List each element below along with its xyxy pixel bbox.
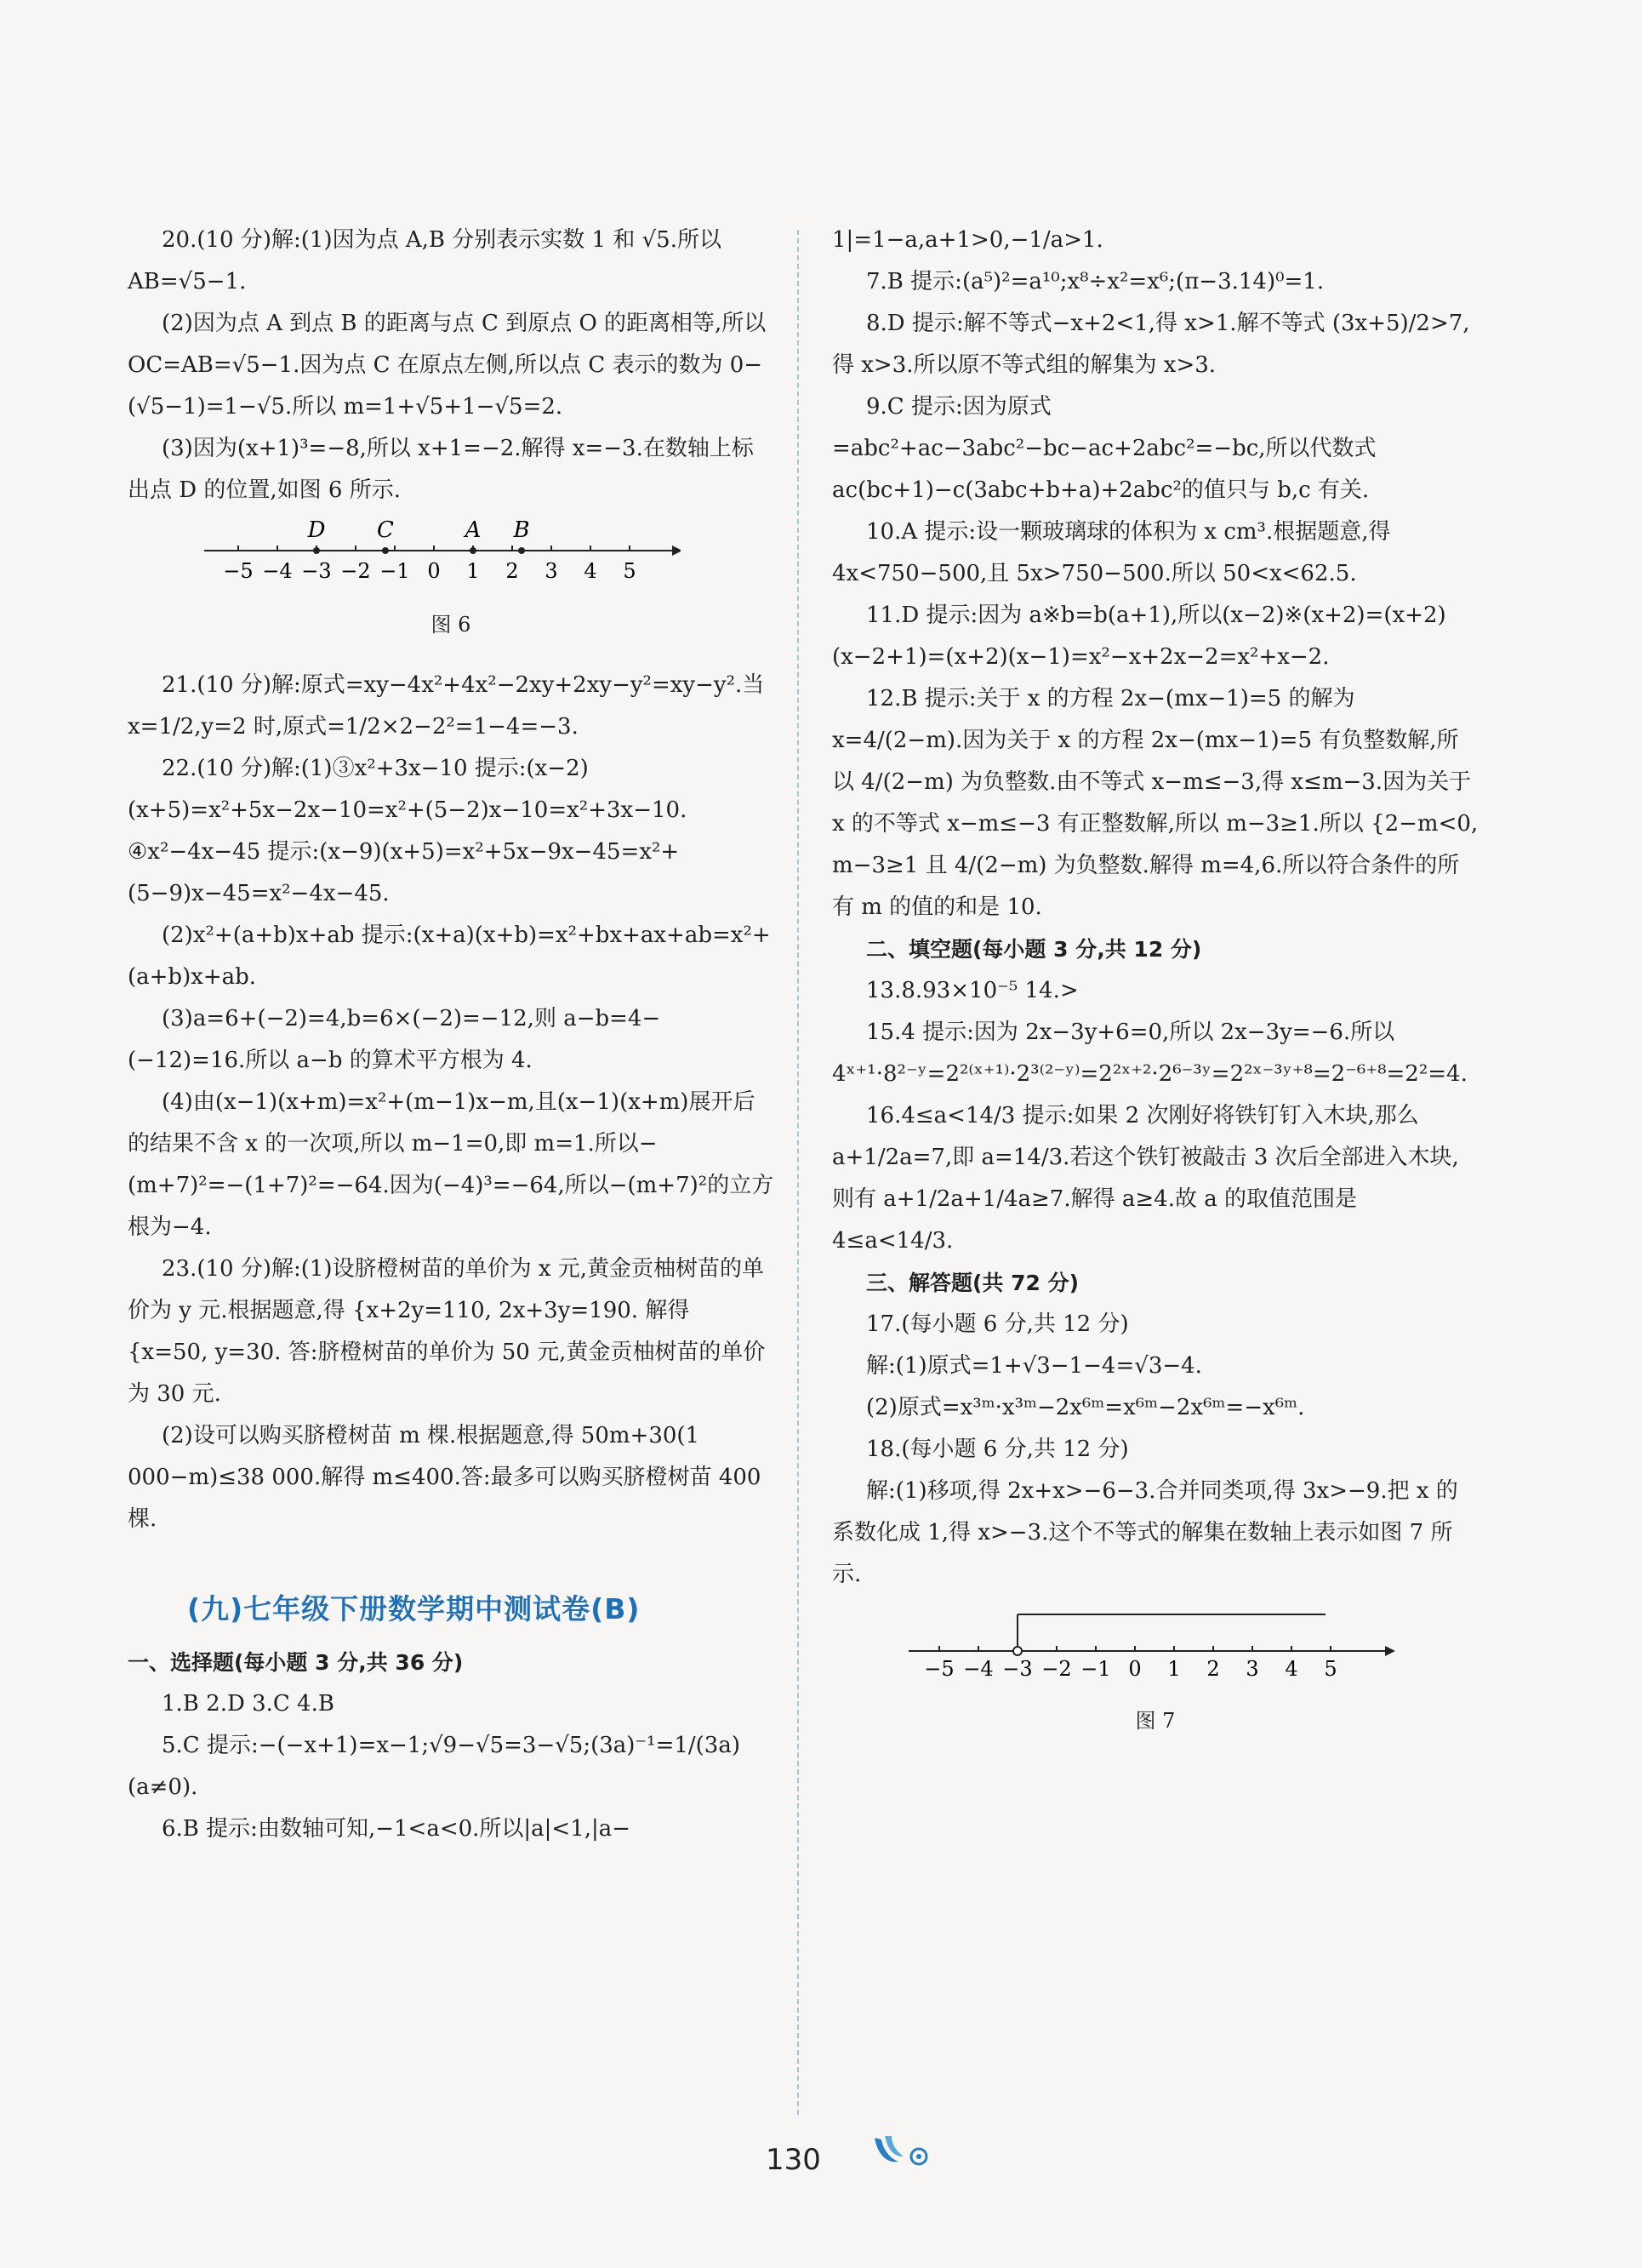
answer-10: 10.A 提示:设一颗玻璃球的体积为 x cm³.根据题意,得 4x<750−500,且 5x>750−500.所以 50<x<62.5. — [832, 519, 1391, 586]
answer-22-part2: (2)x²+(a+b)x+ab 提示:(x+a)(x+b)=x²+bx+ax+ab=x²+(a+b)x+ab. — [128, 923, 771, 990]
fig6-tick-label: 0 — [427, 559, 441, 583]
answer-16: 16.4≤a<14/3 提示:如果 2 次刚好将铁钉钉入木块,那么 a+1/2a=7,即 a=14/3.若这个铁钉被敲击 3 次后全部进入木块,则有 a+1/2a+1/4a≥7.解得 a≥4.故 a 的取值范围是 4≤a<14/3. — [832, 1103, 1459, 1254]
answer-8: 8.D 提示:解不等式−x+2<1,得 x>1.解不等式 (3x+5)/2>7,得 x>3.所以原不等式组的解集为 x>3. — [832, 311, 1470, 378]
figure-6-caption: 图 6 — [430, 613, 471, 637]
point-a-marker — [470, 547, 476, 554]
fig6-tick-label: 1 — [466, 559, 480, 583]
point-b-marker — [518, 547, 525, 554]
answer-20-part1: 20.(10 分)解:(1)因为点 A,B 分别表示实数 1 和 √5.所以 AB=√5−1. — [128, 227, 721, 294]
answer-17-part1: 解:(1)原式=1+√3−1−4=√3−4. — [866, 1353, 1202, 1379]
fig7-tick-label: −5 — [924, 1657, 955, 1681]
answer-15: 15.4 提示:因为 2x−3y+6=0,所以 2x−3y=−6.所以 4ˣ⁺¹·8²⁻ʸ=2²⁽ˣ⁺¹⁾·2³⁽²⁻ʸ⁾=2²ˣ⁺²·2⁶⁻³ʸ=2²ˣ⁻³ʸ⁺⁸=2⁻⁶⁺⁸=2²=4. — [832, 1020, 1468, 1087]
section-3-heading: 三、解答题(共 72 分) — [866, 1271, 1080, 1295]
fig7-tick-label: 1 — [1167, 1657, 1181, 1681]
right-column — [832, 220, 1479, 1761]
question-17-heading: 17.(每小题 6 分,共 12 分) — [866, 1311, 1129, 1337]
section-1-heading: 一、选择题(每小题 3 分,共 36 分) — [128, 1650, 464, 1675]
point-c-label: C — [377, 517, 394, 543]
page-number: 130 — [766, 2143, 821, 2177]
fig7-tick-label: 0 — [1128, 1657, 1142, 1681]
answers-13-14: 13.8.93×10⁻⁵ 14.> — [866, 978, 1079, 1003]
fig6-tick-label: −2 — [340, 559, 371, 583]
exam-title: (九)七年级下册数学期中测试卷(B) — [187, 1592, 641, 1625]
fig7-tick-label: 4 — [1285, 1657, 1298, 1681]
fig6-tick-label: 5 — [623, 559, 636, 583]
answer-6: 6.B 提示:由数轴可知,−1<a<0.所以|a|<1,|a− — [162, 1816, 631, 1842]
fig7-tick-label: 2 — [1206, 1657, 1220, 1681]
answer-17-part2: (2)原式=x³ᵐ·x³ᵐ−2x⁶ᵐ=x⁶ᵐ−2x⁶ᵐ=−x⁶ᵐ. — [866, 1395, 1305, 1420]
answer-22-part3: (3)a=6+(−2)=4,b=6×(−2)=−12,则 a−b=4−(−12)=16.所以 a−b 的算术平方根为 4. — [128, 1006, 661, 1073]
open-circle-point — [1013, 1647, 1022, 1655]
fig6-tick-label: −3 — [301, 559, 332, 583]
answer-22-part1: 22.(10 分)解:(1)③x²+3x−10 提示:(x−2)(x+5)=x²+5x−2x−10=x²+(5−2)x−10=x²+3x−10. — [128, 756, 687, 823]
left-column — [128, 220, 774, 1850]
answer-22-part4: (4)由(x−1)(x+m)=x²+(m−1)x−m,且(x−1)(x+m)展开后的结果不含 x 的一次项,所以 m−1=0,即 m=1.所以−(m+7)²=−(1+7)²=−64.因为(−4)³=−64,所以−(m+7)²的立方根为−4. — [128, 1089, 774, 1240]
point-d-marker — [313, 547, 320, 554]
answer-11: 11.D 提示:因为 a※b=b(a+1),所以(x−2)※(x+2)=(x+2)(x−2+1)=(x+2)(x−1)=x²−x+2x−2=x²+x−2. — [832, 603, 1446, 670]
fig7-tick-label: −4 — [963, 1657, 994, 1681]
fig7-tick-label: −3 — [1002, 1657, 1033, 1681]
question-18-heading: 18.(每小题 6 分,共 12 分) — [866, 1437, 1129, 1462]
answer-9: 9.C 提示:因为原式=abc²+ac−3abc²−bc−ac+2abc²=−bc,所以代数式 ac(bc+1)−c(3abc+b+a)+2abc²的值只与 b,c 有关. — [832, 394, 1377, 503]
answer-18-part1: 解:(1)移项,得 2x+x>−6−3.合并同类项,得 3x>−9.把 x 的系数化成 1,得 x>−3.这个不等式的解集在数轴上表示如图 7 所示. — [832, 1478, 1458, 1587]
publisher-logo-icon — [869, 2133, 938, 2174]
fig7-tick-label: −2 — [1041, 1657, 1072, 1681]
figure-7-number-line — [909, 1604, 1479, 1695]
answer-5: 5.C 提示:−(−x+1)=x−1;√9−√5=3−√5;(3a)⁻¹=1/(3a)(a≠0). — [128, 1733, 740, 1800]
number-line-6-svg — [204, 517, 681, 585]
number-line-7-svg — [909, 1604, 1402, 1681]
column-divider — [797, 230, 799, 2115]
fig6-tick-label: −1 — [379, 559, 410, 583]
answer-23-part1: 23.(10 分)解:(1)设脐橙树苗的单价为 x 元,黄金贡柚树苗的单价为 y 元.根据题意,得 {x+2y=110, 2x+3y=190. 解得 {x=50, y=30. 答:脐橙树苗的单价为 50 元,黄金贡柚树苗的单价为 30 元. — [128, 1256, 766, 1407]
fig6-tick-label: 3 — [544, 559, 558, 583]
point-a-label: A — [465, 517, 482, 543]
answers-1-4: 1.B 2.D 3.C 4.B — [162, 1691, 334, 1717]
answer-12: 12.B 提示:关于 x 的方程 2x−(mx−1)=5 的解为 x=4/(2−m).因为关于 x 的方程 2x−(mx−1)=5 有负整数解,所以 4/(2−m) 为负整数.由不等式 x−m≤−3,得 x≤m−3.因为关于 x 的不等式 x−m≤−3 有正整数解,所以 m−3≥1.所以 {2−m<0, m−3≥1 且 4/(2−m) 为负整数.解得 m=4,6.所以符合条件的所有 m 的值的和是 10. — [832, 686, 1479, 920]
fig6-tick-label: −4 — [262, 559, 293, 583]
point-b-label: B — [513, 517, 530, 543]
fig7-tick-label: 3 — [1246, 1657, 1259, 1681]
point-d-label: D — [307, 517, 326, 543]
figure-6-number-line — [204, 517, 774, 599]
fig6-tick-label: −5 — [223, 559, 254, 583]
answer-20-part3: (3)因为(x+1)³=−8,所以 x+1=−2.解得 x=−3.在数轴上标出点 D 的位置,如图 6 所示. — [128, 436, 754, 503]
answer-23-part2: (2)设可以购买脐橙树苗 m 棵.根据题意,得 50m+30(1 000−m)≤38 000.解得 m≤400.答:最多可以购买脐橙树苗 400 棵. — [128, 1423, 761, 1532]
figure-7-caption: 图 7 — [1135, 1709, 1176, 1733]
answer-22-part1b: ④x²−4x−45 提示:(x−9)(x+5)=x²+5x−9x−45=x²+(5−9)x−45=x²−4x−45. — [128, 839, 680, 906]
answer-7: 7.B 提示:(a⁵)²=a¹⁰;x⁸÷x²=x⁶;(π−3.14)⁰=1. — [866, 269, 1325, 294]
answer-21: 21.(10 分)解:原式=xy−4x²+4x²−2xy+2xy−y²=xy−y².当 x=1/2,y=2 时,原式=1/2×2−2²=1−4=−3. — [128, 672, 765, 740]
point-c-marker — [382, 547, 389, 554]
answer-20-part2: (2)因为点 A 到点 B 的距离与点 C 到原点 O 的距离相等,所以 OC=AB=√5−1.因为点 C 在原点左侧,所以点 C 表示的数为 0−(√5−1)=1−√5.所以 m=1+√5+1−√5=2. — [128, 311, 767, 420]
section-2-heading: 二、填空题(每小题 3 分,共 12 分) — [866, 937, 1202, 962]
fig6-tick-label: 4 — [584, 559, 597, 583]
fig7-tick-label: 5 — [1324, 1657, 1337, 1681]
fig6-tick-label: 2 — [505, 559, 519, 583]
answer-6-continued: 1|=1−a,a+1>0,−1/a>1. — [832, 227, 1103, 253]
fig7-tick-label: −1 — [1080, 1657, 1111, 1681]
